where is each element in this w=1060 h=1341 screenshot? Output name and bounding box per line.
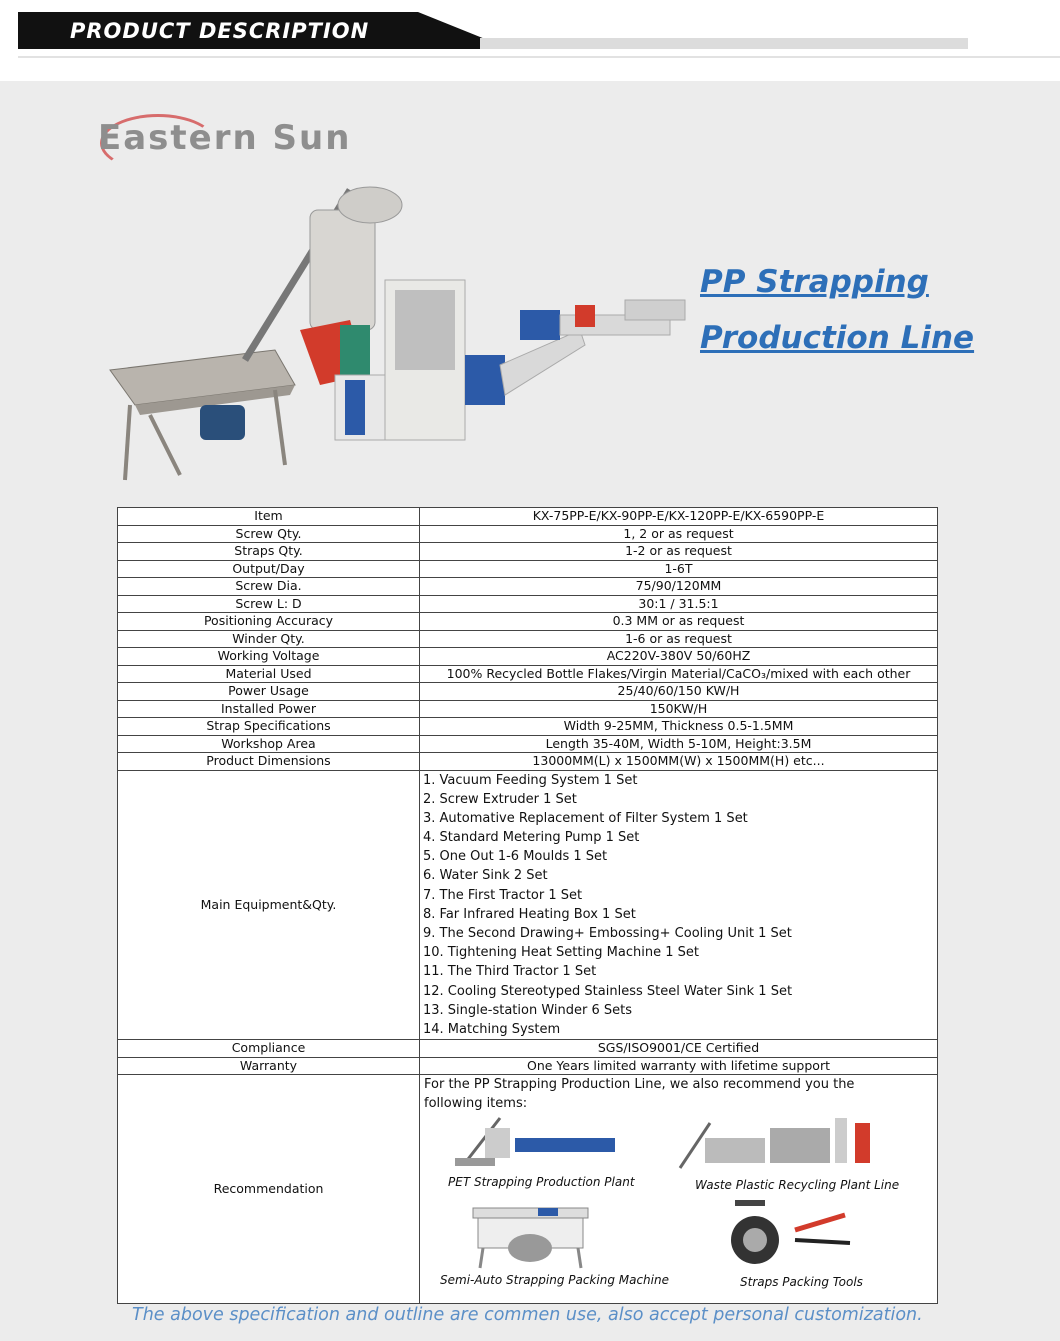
list-item: 6. Water Sink 2 Set — [423, 868, 548, 884]
table-row — [118, 613, 938, 631]
table-row — [118, 508, 938, 526]
packing-tools-image — [725, 1195, 855, 1273]
table-row-compliance — [118, 1040, 938, 1058]
table-row — [118, 630, 938, 648]
table-row-main-equipment — [118, 770, 938, 1040]
spec-key: Positioning Accuracy — [118, 613, 420, 631]
spec-key: Item — [118, 508, 420, 526]
recommendation-item: Straps Packing Tools — [740, 1275, 863, 1290]
table-row — [118, 718, 938, 736]
table-row — [118, 525, 938, 543]
table-row — [118, 683, 938, 701]
recommendation-item: Semi-Auto Strapping Packing Machine — [440, 1273, 669, 1288]
spec-value: Width 9-25MM, Thickness 0.5-1.5MM — [420, 718, 938, 736]
header-divider — [18, 56, 1060, 58]
table-row — [118, 595, 938, 613]
table-row — [118, 700, 938, 718]
strapping-machine-image — [468, 1203, 593, 1271]
table-row — [118, 560, 938, 578]
spec-value: 30:1 / 31.5:1 — [420, 595, 938, 613]
spec-key: Product Dimensions — [118, 753, 420, 771]
spec-key: Screw L: D — [118, 595, 420, 613]
spec-value: 1-6 or as request — [420, 630, 938, 648]
spec-value: 0.3 MM or as request — [420, 613, 938, 631]
production-line-illustration — [105, 180, 700, 485]
spec-value: Length 35-40M, Width 5-10M, Height:3.5M — [420, 735, 938, 753]
list-item: 8. Far Infrared Heating Box 1 Set — [423, 906, 636, 922]
main-equipment-list — [420, 770, 938, 1040]
list-item: 11. The Third Tractor 1 Set — [423, 964, 597, 980]
section-title: PRODUCT DESCRIPTION — [70, 19, 370, 43]
table-row — [118, 665, 938, 683]
spec-key: Power Usage — [118, 683, 420, 701]
table-row — [118, 753, 938, 771]
spec-key: Material Used — [118, 665, 420, 683]
spec-value: 1-6T — [420, 560, 938, 578]
table-row — [118, 578, 938, 596]
spec-table-body — [118, 508, 938, 1304]
spec-key: Straps Qty. — [118, 543, 420, 561]
recommendation-key: Recommendation — [118, 1075, 420, 1304]
table-row — [118, 648, 938, 666]
footer-note: The above specification and outline are commen use, also accept personal customization. — [132, 1305, 923, 1325]
list-item: 10. Tightening Heat Setting Machine 1 Set — [423, 945, 699, 961]
hero-title-line2: Production Line — [700, 320, 975, 356]
warranty-key: Warranty — [118, 1057, 420, 1075]
table-row — [118, 543, 938, 561]
spec-value: 150KW/H — [420, 700, 938, 718]
header-accent-bar — [480, 38, 968, 49]
spec-value: 13000MM(L) x 1500MM(W) x 1500MM(H) etc... — [420, 753, 938, 771]
list-item: 5. One Out 1-6 Moulds 1 Set — [423, 849, 608, 865]
spec-key: Screw Dia. — [118, 578, 420, 596]
spec-key: Installed Power — [118, 700, 420, 718]
spec-value: 1-2 or as request — [420, 543, 938, 561]
spec-value: AC220V-380V 50/60HZ — [420, 648, 938, 666]
spec-key: Winder Qty. — [118, 630, 420, 648]
table-row — [118, 735, 938, 753]
table-row-warranty — [118, 1057, 938, 1075]
spec-key: Strap Specifications — [118, 718, 420, 736]
spec-value: 100% Recycled Bottle Flakes/Virgin Material/CaCO₃/mixed with each other — [420, 665, 938, 683]
recommendation-item: Waste Plastic Recycling Plant Line — [695, 1178, 900, 1193]
hero-title-line1: PP Strapping — [700, 264, 929, 300]
list-item: 7. The First Tractor 1 Set — [423, 887, 583, 903]
compliance-key: Compliance — [118, 1040, 420, 1058]
compliance-value: SGS/ISO9001/CE Certified — [420, 1040, 938, 1058]
list-item: 14. Matching System — [423, 1021, 561, 1037]
list-item: 9. The Second Drawing+ Embossing+ Cooling Unit 1 Set — [423, 926, 792, 941]
spec-key: Output/Day — [118, 560, 420, 578]
recommendation-cell — [420, 1075, 938, 1304]
table-row-recommendation — [118, 1075, 938, 1304]
spec-key: Screw Qty. — [118, 525, 420, 543]
spec-value: 1, 2 or as request — [420, 525, 938, 543]
waste-recycling-line-image — [675, 1113, 890, 1175]
spec-key: Workshop Area — [118, 735, 420, 753]
recommendation-intro: For the PP Strapping Production Line, we also recommend you the following items: — [424, 1077, 855, 1112]
spec-table — [117, 507, 938, 1304]
spec-value: KX-75PP-E/KX-90PP-E/KX-120PP-E/KX-6590PP-E — [420, 508, 938, 526]
recommendation-item: PET Strapping Production Plant — [448, 1175, 635, 1190]
list-item: 4. Standard Metering Pump 1 Set — [423, 830, 640, 846]
brand-logo: Eastern Sun — [98, 118, 352, 158]
spec-value: 75/90/120MM — [420, 578, 938, 596]
spec-value: 25/40/60/150 KW/H — [420, 683, 938, 701]
list-item: 12. Cooling Stereotyped Stainless Steel Water Sink 1 Set — [423, 983, 793, 999]
list-item: 3. Automative Replacement of Filter System 1 Set — [423, 810, 748, 826]
spec-key: Working Voltage — [118, 648, 420, 666]
warranty-value: One Years limited warranty with lifetime support — [420, 1057, 938, 1075]
main-equipment-key: Main Equipment&Qty. — [118, 770, 420, 1040]
list-item: 1. Vacuum Feeding System 1 Set — [423, 772, 638, 788]
list-item: 13. Single-station Winder 6 Sets — [423, 1002, 633, 1018]
pet-strapping-plant-image — [445, 1113, 625, 1173]
list-item: 2. Screw Extruder 1 Set — [423, 791, 577, 807]
